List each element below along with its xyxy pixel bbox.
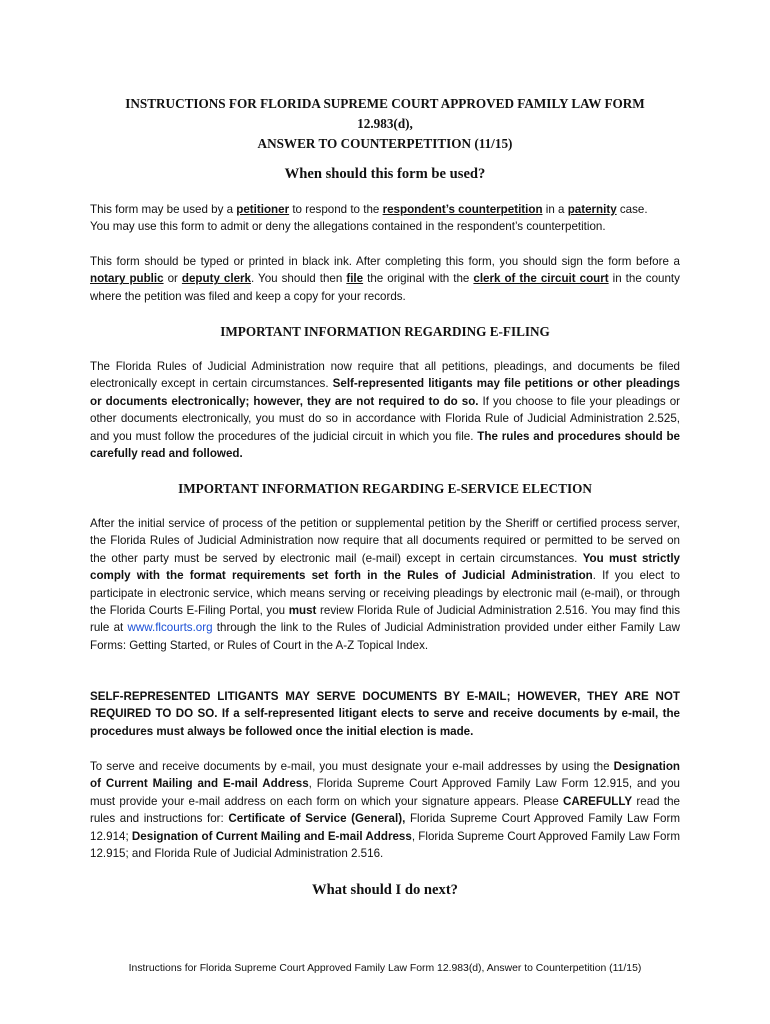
- bold-text-run: You must strictly comply with the format requirements set forth in the Rules of Judicial Administration: [90, 551, 680, 583]
- eservice-paragraph-1: [90, 515, 680, 654]
- next-heading: What should I do next?: [312, 882, 458, 898]
- title-line-1: INSTRUCTIONS FOR FLORIDA SUPREME COURT APPROVED FAMILY LAW FORM: [125, 96, 645, 111]
- title-line-2: 12.983(d),: [357, 116, 413, 131]
- eservice-paragraph-2: [90, 688, 680, 740]
- text-run: in the county where the petition was filed and keep a copy for your records.: [90, 272, 680, 303]
- bold-text-run: Self-represented litigants may file petitions or other pleadings or documents electronically; however, they are not required to do so.: [90, 377, 680, 408]
- when-used-heading: When should this form be used?: [284, 166, 486, 182]
- text-run: You may use this form to admit or deny the allegations contained in the respondent’s counterpetition.: [90, 220, 606, 234]
- text-run: through the link to the Rules of Judicial Administration provided under either Family Law Forms: Getting Started, or Rules of Court in the A-Z Topical Index.: [90, 621, 680, 652]
- document-title: [90, 94, 680, 154]
- efiling-heading: IMPORTANT INFORMATION REGARDING E-FILING: [220, 324, 550, 339]
- bold-text-run: must: [288, 604, 317, 618]
- text-run: the original with the: [363, 272, 474, 286]
- flcourts-link[interactable]: www.flcourts.org: [127, 621, 213, 635]
- bold-text-run: Designation of Current Mailing and E-mail Address: [131, 829, 412, 843]
- text-run: To serve and receive documents by e-mail, you must designate your e-mail addresses by using the: [90, 760, 614, 773]
- bold-text-run: Certificate of Service (General),: [228, 812, 406, 826]
- when-used-paragraph-2: [90, 253, 680, 305]
- text-run: in a: [542, 203, 568, 216]
- text-run: , Florida Supreme Court Approved Family Law Form 12.915, and you must provide your e-mail address on each form on which your signature appears. Please: [90, 777, 680, 808]
- text-run: This form may be used by a: [90, 203, 237, 216]
- efiling-paragraph: [90, 358, 680, 462]
- bold-text-run: CAREFULLY: [562, 794, 633, 808]
- text-run: The Florida Rules of Judicial Administration now require that all petitions, pleadings, and documents be filed electronically except in certain circumstances.: [90, 360, 680, 391]
- text-run: . You should then: [251, 272, 347, 286]
- clerk-of-circuit-court-term: clerk of the circuit court: [473, 272, 609, 286]
- text-run: case.: [616, 203, 648, 216]
- text-run: If you choose to file your pleadings or other documents electronically, you must do so in accordance with Florida Rule of Judicial Administration 2.525, and you must follow the procedures of the judicial circuit in which you file.: [90, 394, 681, 443]
- file-term: file: [346, 272, 364, 286]
- when-used-paragraph-1: [90, 201, 680, 236]
- respondents-counterpetition-term: respondent’s counterpetition: [382, 203, 543, 216]
- bold-text-run: SELF-REPRESENTED LITIGANTS MAY SERVE DOCUMENTS BY E-MAIL; HOWEVER, THEY ARE NOT REQUIRED TO DO SO. If a self-represented litigant elects to serve and receive documents by e-mail, the procedures must always be followed once the initial election is made.: [90, 690, 680, 738]
- text-run: to respond to the: [289, 203, 383, 216]
- eservice-paragraph-3: [90, 758, 680, 862]
- text-run: . If you elect to participate in electronic service, which means serving or receiving pleadings by electronic mail (e-mail), or through the Florida Courts E-Filing Portal, you: [90, 569, 681, 618]
- text-run: read the rules and instructions for:: [90, 794, 681, 826]
- text-run: This form should be typed or printed in black ink. After completing this form, you should sign the form before a: [90, 255, 680, 268]
- paternity-term: paternity: [567, 203, 617, 216]
- text-run: After the initial service of process of the petition or supplemental petition by the Sheriff or certified process server, the Florida Rules of Judicial Administration now require that all documents required or permitted to be served on the other party must be served by electronic mail (e-mail) except in certain circumstances.: [90, 517, 680, 565]
- deputy-clerk-term: deputy clerk: [181, 272, 251, 286]
- page-footer: Instructions for Florida Supreme Court Approved Family Law Form 12.983(d), Answer to Counterpetition (11/15): [128, 963, 642, 974]
- notary-public-term: notary public: [90, 272, 164, 286]
- text-run: review Florida Rule of Judicial Administration 2.516. You may find this rule at: [90, 604, 681, 635]
- text-run: or: [163, 272, 182, 286]
- bold-text-run: Designation of Current Mailing and E-mail Address: [90, 760, 680, 791]
- text-run: Florida Supreme Court Approved Family Law Form 12.914;: [90, 812, 681, 843]
- bold-text-run: The rules and procedures should be carefully read and followed.: [90, 429, 680, 461]
- petitioner-term: petitioner: [236, 203, 290, 216]
- eservice-heading: IMPORTANT INFORMATION REGARDING E-SERVICE ELECTION: [178, 481, 592, 496]
- text-run: , Florida Supreme Court Approved Family Law Form 12.915; and Florida Rule of Judicial Administration 2.516.: [90, 829, 680, 861]
- title-line-3: ANSWER TO COUNTERPETITION (11/15): [257, 136, 513, 151]
